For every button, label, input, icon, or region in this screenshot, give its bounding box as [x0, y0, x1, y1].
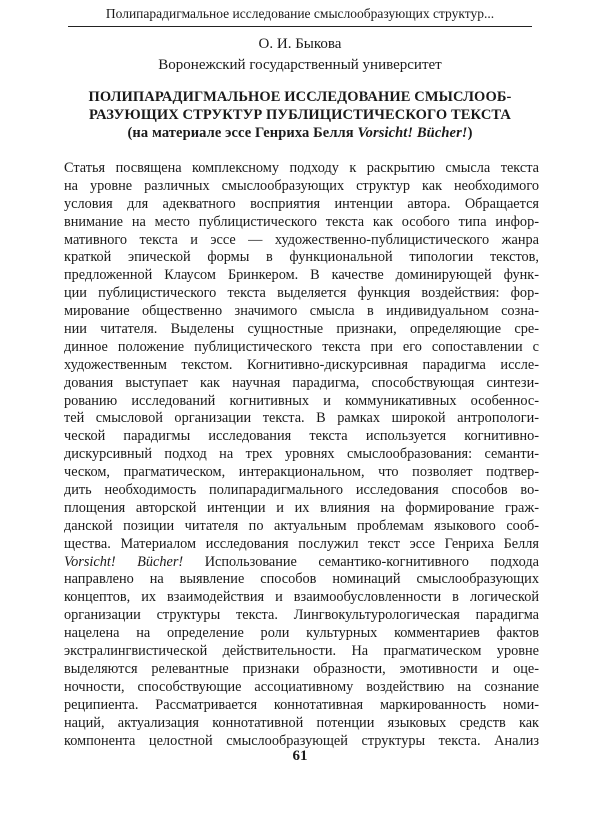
abstract-line: краткой эпической формы в функциональной типологии текстов,: [64, 249, 539, 266]
running-head: Полипарадигмальное исследование смыслообразующих структур...: [68, 6, 532, 27]
subtitle-suffix: ): [467, 125, 473, 141]
abstract-line: дить необходимость полипарадигмального исследования способов во-: [64, 482, 539, 499]
abstract-line: реципиента. Рассматривается коннотативная маркированность номи-: [64, 696, 539, 713]
abstract: [64, 160, 539, 750]
page-number: 61: [292, 748, 308, 764]
abstract-line: ческом, прагматическом, интеракциональном, что позволяет подтвер-: [64, 464, 539, 481]
abstract-essay-title: Vorsicht! Bücher!: [64, 553, 184, 570]
abstract-line: рованию исследований когнитивных и коммуникативных особеннос-: [64, 392, 539, 409]
abstract-line: внимание на место публицистического текста как особого типа инфор-: [64, 213, 539, 230]
abstract-line: на уровне различных смыслообразующих структур как необходимого: [64, 177, 539, 194]
subtitle-essay-title: Vorsicht! Bücher!: [357, 125, 468, 141]
abstract-line: Статья посвящена комплексному подходу к раскрытию смысла текста: [64, 160, 539, 176]
abstract-line: щества. Материалом исследования послужил текст эссе Генриха Белля: [64, 535, 539, 552]
abstract-line: ции публицистического текста выделяется функция воздействия: фор-: [64, 285, 539, 302]
title-line-2: РАЗУЮЩИХ СТРУКТУР ПУБЛИЦИСТИЧЕСКОГО ТЕКСТА: [88, 107, 512, 123]
subtitle-prefix: (на материале эссе Генриха Белля: [127, 125, 358, 141]
abstract-line: экстралингвистической действительности. На прагматическом уровне: [64, 643, 539, 660]
abstract-line: данской позиции читателя по актуальным проблемам языкового сооб-: [64, 517, 539, 534]
author-affiliation: Воронежский государственный университет: [158, 57, 442, 73]
abstract-line: Vorsicht! Bücher! Использование семантико-когнитивного подхода: [64, 553, 539, 570]
abstract-line: художественным текстом. Когнитивно-дискурсивная парадигма иссле-: [64, 356, 539, 373]
abstract-line: нацелена на определение роли культурных комментариев фактов: [64, 625, 539, 642]
abstract-line: предложенной Клаусом Бринкером. В качестве доминирующей функ-: [64, 267, 539, 284]
abstract-line: динное положение публицистического текста при его сопоставлении с: [64, 338, 539, 355]
article-title: [60, 88, 540, 142]
abstract-line: ческой парадигмы исследования текста используется когнитивно-: [64, 428, 539, 445]
author-name: О. И. Быкова: [258, 36, 342, 52]
title-line-1: ПОЛИПАРАДИГМАЛЬНОЕ ИССЛЕДОВАНИЕ СМЫСЛООБ-: [88, 89, 512, 105]
abstract-line: нии читателя. Выделены сущностные признаки, определяющие сре-: [64, 321, 539, 338]
abstract-line: организации структуры текста. Лингвокультурологическая парадигма: [64, 607, 539, 624]
abstract-line: выделяются релевантные признаки образности, эмотивности и оце-: [64, 660, 539, 677]
abstract-line: тей смысловой организации текста. В рамках широкой антропологи-: [64, 410, 539, 427]
abstract-line: мативного текста и эссе — художественно-публицистического жанра: [64, 231, 539, 248]
abstract-line: концептов, их взаимодействия и взаимообусловленности в логической: [64, 589, 539, 606]
abstract-line: ночности, способствующие ассоциативному воздействию на сознание: [64, 678, 539, 695]
abstract-line: мирование общественно значимого смысла в индивидуальном созна-: [64, 303, 539, 320]
abstract-line: площения авторской интенции и их влияния на формирование граж-: [64, 499, 539, 516]
title-subtitle: [60, 124, 540, 142]
abstract-line: наций, актуализация коннотативной потенции языковых средств как: [64, 714, 539, 731]
abstract-line: условия для адекватного восприятия интенции автора. Обращается: [64, 195, 539, 212]
abstract-line: направлено на выявление способов номинаций смыслообразующих: [64, 571, 539, 588]
abstract-line: дования выступает как научная парадигма, способствующая синтези-: [64, 374, 539, 391]
abstract-line: дискурсивный подход на трех уровнях смыслообразования: семанти-: [64, 446, 539, 463]
abstract-line: компонента целостной смыслообразующей структуры текста. Анализ: [64, 732, 539, 749]
